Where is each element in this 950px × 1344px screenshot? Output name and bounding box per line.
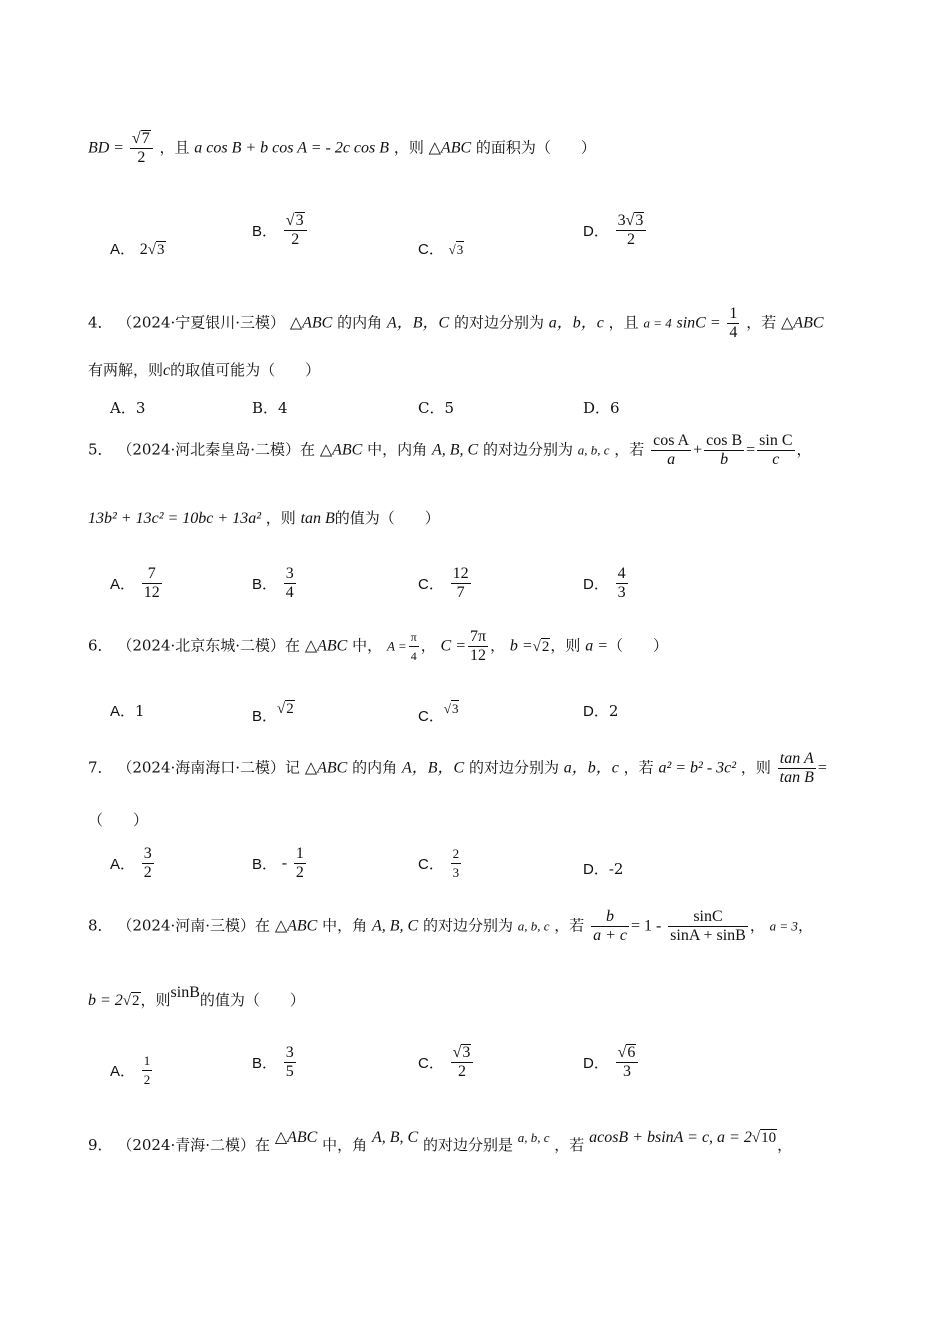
question-number: 6． bbox=[88, 636, 113, 655]
fraction-denominator: 12 bbox=[143, 584, 160, 601]
q6-option-b[interactable]: B．√2 bbox=[252, 701, 294, 725]
q8-option-a[interactable] bbox=[110, 1052, 154, 1089]
sqrt-radicand: 7 bbox=[141, 130, 150, 147]
q4-text: ，且 bbox=[608, 313, 639, 332]
q3-text: ，则 bbox=[393, 138, 424, 157]
sqrt-radicand: 3 bbox=[462, 1044, 471, 1061]
fraction-numerator: tan A bbox=[778, 750, 816, 769]
q5-text: ，则 bbox=[265, 509, 296, 527]
tan-b: tan B bbox=[300, 510, 335, 527]
question-source: （2024·宁夏银川·三模） bbox=[117, 313, 286, 332]
fraction-denominator: c bbox=[772, 451, 780, 468]
fraction-numerator: 12 bbox=[452, 565, 469, 582]
option-label: C． bbox=[418, 856, 444, 873]
q5-stem-line2 bbox=[88, 508, 440, 529]
var-c: c bbox=[163, 362, 171, 379]
question-source: （2024·海南海口·二模）记 bbox=[117, 758, 301, 777]
triangle-abc: △ABC bbox=[274, 917, 318, 935]
option-label: C． bbox=[418, 241, 444, 258]
var-bd: BD bbox=[88, 139, 110, 157]
q6-text: 中， bbox=[352, 636, 383, 655]
q6-option-c[interactable]: C．√3 bbox=[418, 701, 459, 725]
fraction-denominator: a + c bbox=[593, 927, 627, 944]
fraction-denominator: 2 bbox=[143, 864, 152, 881]
fraction-numerator: sin C bbox=[759, 432, 793, 449]
q5-text: ， bbox=[796, 440, 812, 459]
option-text: C．5 bbox=[418, 399, 455, 417]
q5-equation: 13b² + 13c² = 10bc + 13a² bbox=[88, 510, 261, 527]
q6-text: ， bbox=[490, 636, 506, 655]
fraction-denominator: 3 bbox=[452, 865, 460, 880]
q7-text: 的内角 bbox=[352, 758, 398, 777]
fraction-denominator: a bbox=[667, 451, 676, 468]
sqrt-radicand: 3 bbox=[295, 212, 304, 229]
option-label: C． bbox=[418, 1055, 444, 1072]
option-label: B． bbox=[252, 576, 278, 593]
equals: = bbox=[817, 759, 827, 777]
q7-option-a[interactable] bbox=[110, 845, 156, 882]
q7-text: 的对边分别为 bbox=[468, 758, 559, 777]
angle-c: C = bbox=[440, 637, 466, 655]
q5-option-d[interactable] bbox=[583, 565, 630, 602]
angles: A，B，C bbox=[401, 759, 465, 777]
a-value: a = bbox=[585, 637, 608, 655]
option-label: A． bbox=[110, 856, 136, 873]
option-label: B． bbox=[252, 223, 278, 240]
fraction-denominator: 2 bbox=[137, 149, 146, 166]
q7-equation: a² = b² - 3c² bbox=[658, 759, 737, 777]
fraction-denominator: 2 bbox=[143, 1072, 151, 1087]
q6-text: ，则 bbox=[550, 636, 581, 655]
q8-option-b[interactable] bbox=[252, 1044, 298, 1081]
question-number: 9． bbox=[88, 1136, 113, 1154]
q3-option-b[interactable]: B． $\frac{√3}{2}$ bbox=[252, 212, 309, 249]
q4-text: 的内角 bbox=[337, 313, 383, 332]
b-value: b = 2 bbox=[88, 992, 123, 1009]
option-label: B． bbox=[252, 1055, 278, 1072]
fraction-denominator: 3 bbox=[623, 1063, 632, 1080]
q7-text: ，若 bbox=[623, 758, 654, 777]
sides: a, b, c bbox=[517, 1130, 550, 1145]
sqrt-radicand: 2 bbox=[541, 638, 550, 655]
q8-option-c[interactable]: C． $\frac{√3}{2}$ bbox=[418, 1044, 475, 1081]
q8-text: ，若 bbox=[554, 916, 585, 935]
fraction-numerator: 7 bbox=[142, 565, 162, 584]
q8-stem bbox=[88, 908, 813, 945]
option-text: -2 bbox=[608, 860, 624, 878]
plus: + bbox=[693, 441, 703, 459]
sqrt-radicand: 3 bbox=[456, 242, 464, 257]
q4-text: 有两解，则 bbox=[88, 361, 164, 379]
q8-text: ， bbox=[797, 916, 813, 935]
q4-stem-line2 bbox=[88, 360, 320, 381]
option-label: D． bbox=[583, 576, 609, 593]
fraction-denominator: 2 bbox=[627, 231, 636, 248]
fraction-numerator: b bbox=[591, 908, 629, 927]
fraction-numerator: 1 bbox=[295, 845, 304, 862]
fraction-denominator: 5 bbox=[285, 1063, 294, 1080]
sqrt-radicand: 3 bbox=[635, 212, 644, 229]
sides: a，b，c bbox=[548, 314, 604, 332]
q8-text: ， bbox=[749, 916, 765, 935]
angles: A, B, C bbox=[371, 917, 419, 935]
fraction-denominator: tan B bbox=[779, 769, 814, 786]
q4-option-d[interactable] bbox=[583, 397, 620, 418]
sqrt-radicand: 2 bbox=[132, 993, 140, 1009]
triangle-abc: △ABC bbox=[274, 1129, 318, 1146]
fraction-numerator: 4 bbox=[617, 565, 626, 582]
q6-stem: 6． （2024·北京东城·二模）在 △ABC 中， A = $\frac{\pi}{4}$ ， C = $\frac{7\pi}{12}$ ， b =√2，则 a =（ ） bbox=[88, 628, 669, 664]
question-number: 4． bbox=[88, 313, 113, 332]
q5-stem bbox=[88, 432, 812, 469]
option-text: B．4 bbox=[252, 399, 288, 417]
q5-question: 的值为（ ） bbox=[334, 509, 440, 527]
option-coef: 3 bbox=[617, 212, 626, 229]
fraction-denominator: 4 bbox=[729, 324, 738, 341]
option-text: A．3 bbox=[110, 399, 146, 417]
q3-condition-line bbox=[88, 130, 596, 167]
sqrt-radicand: 6 bbox=[627, 1044, 636, 1061]
angles: A, B, C bbox=[371, 1129, 419, 1146]
q6-question: （ ） bbox=[608, 636, 669, 655]
q4-text: 的对边分别为 bbox=[453, 313, 544, 332]
sqrt-radicand: 2 bbox=[286, 701, 294, 717]
triangle-abc: △ABC bbox=[428, 139, 472, 157]
q3-bd-fraction: $\frac{√7}{2}$ bbox=[130, 130, 153, 167]
fraction-numerator: π bbox=[409, 628, 419, 647]
q7-option-b[interactable] bbox=[252, 845, 308, 882]
q4-option-b[interactable] bbox=[252, 397, 288, 418]
option-label: D． bbox=[583, 703, 609, 720]
q7-option-d[interactable] bbox=[583, 858, 623, 879]
q9-text: 中，角 bbox=[322, 1136, 368, 1154]
fraction-numerator: 3 bbox=[285, 1044, 294, 1061]
fraction-numerator: 1 bbox=[142, 1052, 153, 1071]
fraction-numerator: cos A bbox=[653, 432, 690, 449]
q5-option-c[interactable] bbox=[418, 565, 473, 602]
q5-option-a[interactable] bbox=[110, 565, 164, 602]
fraction-denominator: 4 bbox=[285, 584, 294, 601]
b-value: b = bbox=[509, 637, 533, 655]
triangle-abc: △ABC bbox=[319, 441, 363, 459]
question-number: 5． bbox=[88, 440, 113, 459]
option-label: B． bbox=[252, 856, 278, 873]
q4-option-a[interactable] bbox=[110, 397, 145, 418]
q3-condition: a cos B + b cos A = - 2c cos B bbox=[194, 139, 390, 157]
sinc: sinC = bbox=[676, 314, 721, 332]
q8-text: 的对边分别为 bbox=[422, 916, 513, 935]
fraction-denominator: 3 bbox=[617, 584, 626, 601]
minus-sign: - bbox=[281, 854, 288, 872]
angles: A，B，C bbox=[386, 314, 450, 332]
q7-question: （ ） bbox=[88, 811, 149, 829]
q9-text: 的对边分别是 bbox=[422, 1136, 513, 1154]
option-label: D． bbox=[583, 1055, 609, 1072]
q7-option-c[interactable] bbox=[418, 845, 463, 882]
angle-a: A = bbox=[386, 638, 407, 654]
q8-question: 的值为（ ） bbox=[199, 991, 305, 1009]
q3-option-d[interactable]: D． $\frac{3√3}{2}$ bbox=[583, 212, 648, 249]
fraction-denominator: 4 bbox=[410, 649, 417, 663]
q4-question: 的取值可能为（ ） bbox=[170, 361, 321, 379]
triangle-abc: △ABC bbox=[304, 637, 348, 655]
angles: A, B, C bbox=[431, 441, 479, 459]
fraction-numerator: sinC bbox=[668, 908, 748, 927]
option-label: A． bbox=[110, 241, 136, 258]
sin-b: sinB bbox=[170, 984, 200, 1001]
q9-text: ，若 bbox=[554, 1136, 585, 1154]
option-label: C． bbox=[418, 708, 444, 725]
question-source: （2024·河南·三模）在 bbox=[117, 916, 271, 935]
q4-stem bbox=[88, 305, 824, 342]
a-value: a = 3 bbox=[769, 918, 798, 934]
equals-one-minus: = 1 - bbox=[631, 917, 662, 935]
q8-stem-line2: b = 2√2，则sinB的值为（ ） bbox=[88, 984, 305, 1009]
q7-stem-line2 bbox=[88, 810, 148, 830]
equals: = bbox=[746, 441, 756, 459]
question-number: 7． bbox=[88, 758, 113, 777]
sqrt-radicand: 3 bbox=[157, 242, 165, 258]
q5-text: 的对边分别为 bbox=[482, 440, 573, 459]
fraction-denominator: 7 bbox=[456, 584, 465, 601]
fraction-denominator: 12 bbox=[470, 647, 487, 664]
fraction-numerator: 3 bbox=[143, 845, 152, 862]
q9-equation: acosB + bsinA = c, a = 2 bbox=[589, 1129, 752, 1146]
q7-text: ，则 bbox=[740, 758, 771, 777]
option-label: D． bbox=[583, 861, 609, 878]
option-text: 2 bbox=[608, 702, 619, 720]
question-source: （2024·北京东城·二模）在 bbox=[117, 636, 301, 655]
triangle-abc: △ABC bbox=[289, 314, 333, 332]
option-label: A． bbox=[110, 703, 136, 720]
q8-text: ，则 bbox=[140, 991, 171, 1009]
q8-text: 中，角 bbox=[322, 916, 368, 935]
fraction-denominator: 2 bbox=[458, 1063, 467, 1080]
q6-option-a[interactable] bbox=[110, 700, 145, 721]
q4-option-c[interactable] bbox=[418, 397, 454, 418]
sqrt-radicand: 10 bbox=[761, 1130, 777, 1146]
option-label: C． bbox=[418, 576, 444, 593]
option-text: D．6 bbox=[583, 399, 620, 417]
q3-option-a[interactable]: A． 2√3 bbox=[110, 241, 165, 258]
fraction-denominator: 2 bbox=[291, 231, 300, 248]
triangle-abc: △ABC bbox=[781, 314, 824, 332]
triangle-abc: △ABC bbox=[304, 759, 348, 777]
fraction-numerator: 7π bbox=[470, 628, 487, 645]
option-coef: 2 bbox=[139, 241, 148, 258]
option-label: D． bbox=[583, 223, 609, 240]
q8-option-d[interactable]: D． $\frac{√6}{3}$ bbox=[583, 1044, 640, 1081]
fraction-denominator: b bbox=[720, 451, 729, 468]
equals: = bbox=[114, 139, 124, 157]
sides: a, b, c bbox=[517, 918, 550, 934]
fraction-numerator: cos B bbox=[706, 432, 743, 449]
a-value: a = 4 bbox=[643, 315, 672, 331]
q3-question: 的面积为（ ） bbox=[475, 138, 596, 157]
question-source: （2024·青海·二模）在 bbox=[117, 1136, 271, 1154]
q5-option-b[interactable] bbox=[252, 565, 298, 602]
option-label: A． bbox=[110, 1063, 136, 1080]
q4-text: ，若 bbox=[746, 313, 777, 332]
sqrt-radicand: 3 bbox=[451, 701, 459, 716]
q9-text: ， bbox=[777, 1136, 793, 1154]
sides: a，b，c bbox=[563, 759, 619, 777]
q9-stem: 9． （2024·青海·二模）在 △ABC 中，角 A, B, C 的对边分别是 a, b, c ，若 acosB + bsinA = c, a = 2√10， bbox=[88, 1129, 793, 1154]
fraction-numerator: 3 bbox=[285, 565, 294, 582]
fraction-numerator: 1 bbox=[729, 305, 738, 322]
q6-option-d[interactable] bbox=[583, 700, 618, 721]
option-label: B． bbox=[252, 708, 278, 725]
question-source: （2024·河北秦皇岛·二模）在 bbox=[117, 440, 316, 459]
q5-text: 中，内角 bbox=[367, 440, 428, 459]
fraction-denominator: sinA + sinB bbox=[670, 927, 746, 944]
q3-option-c[interactable]: C． √3 bbox=[418, 241, 464, 258]
sides: a, b, c bbox=[577, 442, 610, 458]
q6-text: ， bbox=[420, 636, 436, 655]
option-text: 1 bbox=[135, 702, 145, 720]
q5-text: ，若 bbox=[614, 440, 645, 459]
option-label: A． bbox=[110, 576, 136, 593]
q3-text: ，且 bbox=[159, 138, 190, 157]
fraction-denominator: 2 bbox=[295, 864, 304, 881]
fraction-numerator: 2 bbox=[451, 845, 462, 864]
q7-stem bbox=[88, 750, 827, 787]
question-number: 8． bbox=[88, 916, 113, 935]
